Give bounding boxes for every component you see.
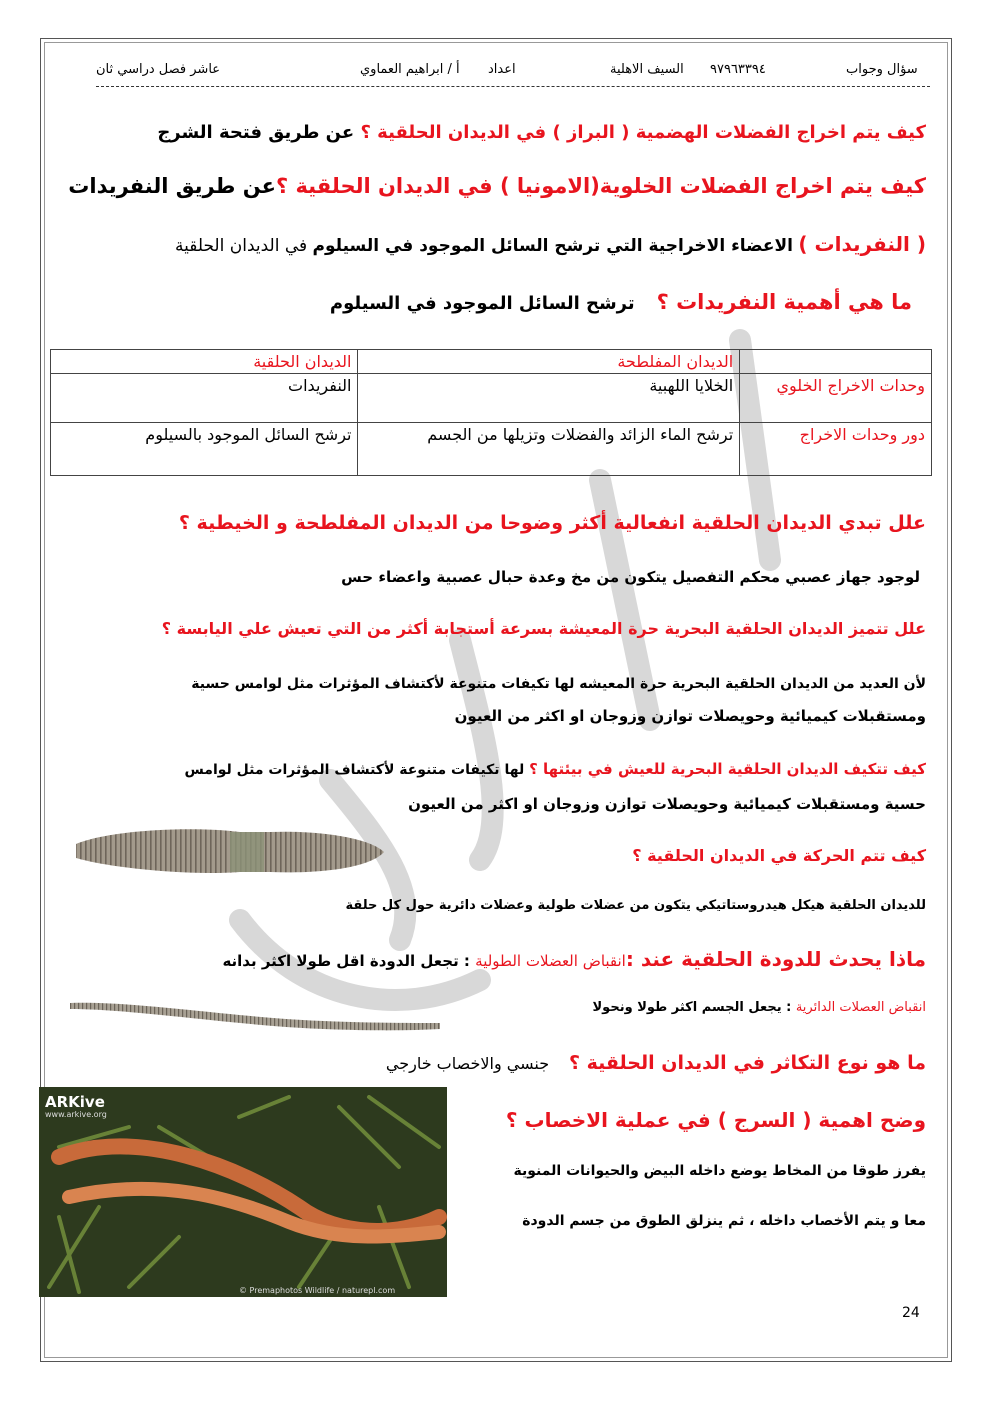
question-10 [386,1052,926,1074]
worm-contracted-image [70,822,390,882]
definition-nephridia [175,232,926,256]
answer-text: عن طريق النفريدات [68,174,276,198]
answer-8: للديدان الحلقية هيكل هيدروستاتيكي يتكون من عضلات طولية وعضلات دائرية حول كل حلقة [345,898,926,913]
header-divider [96,86,930,87]
table-row-label: دور وحدات الاخراج [740,423,932,476]
question-text: ما هو نوع التكاثر في الديدان الحلقية ؟ [568,1052,926,1074]
header-author: أ / ابراهيم العماوي [360,62,460,77]
table-cell [740,350,932,374]
answer-6-line2: ومستقبلات كيميائية وحويصلات توازن وزوجان او اكثر من العيون [454,707,926,725]
result-1: : تجعل الدودة اقل طولا اكثر بدانه [222,952,470,970]
answer-5: لوجود جهاز عصبي محكم التفصيل يتكون من مخ وعدة حبال عصبية واعضاء حس [341,568,920,586]
question-6: علل تتميز الديدان الحلقية البحرية حرة المعيشة بسرعة أستجابة أكثر من التي تعيش علي اليابسة ؟ [161,619,926,638]
worm-extended-image [66,993,446,1037]
table-row-label: وحدات الاخراج الخلوي [740,374,932,423]
table-header: الديدان المفلطحة [358,350,740,374]
photo-site: www.arkive.org [45,1110,107,1119]
question-4 [330,290,912,314]
question-7 [184,760,926,778]
question-1 [157,122,926,143]
table-header-row [51,350,932,374]
photo-logo: ARKive [45,1093,105,1111]
answer-9-case2 [593,1000,927,1015]
definition-tail: في الديدان الحلقية [174,236,308,256]
question-text: ما هي أهمية النفريدات ؟ [656,290,912,314]
header-prepared: اعداد [488,62,516,77]
page-number: 24 [902,1305,920,1321]
question-9 [222,947,926,971]
question-8: كيف تتم الحركة في الديدان الحلقية ؟ [632,846,926,865]
comparison-table [50,349,932,476]
answer-text: عن طريق فتحة الشرج [157,122,355,143]
result-2: : يجعل الجسم اكثر طولا ونحولا [592,1000,792,1015]
term: ( النفريدات ) [798,232,926,256]
answer-6-line1: لأن العديد من الديدان الحلقية البحرية حرة المعيشه لها تكيفات متنوعة لأكتشاف المؤثرات مثل لوامس حسية [191,676,926,692]
answer-text: ترشح السائل الموجود في السيلوم [329,293,635,314]
photo-credit: © Premaphotos Wildlife / naturepl.com [239,1286,396,1295]
header-title: سؤال وجواب [846,62,918,77]
answer-11-line1: يفرز طوقا من المخاط يوضع داخله البيض والحيوانات المنوية [513,1163,926,1179]
case-2: انقباض العصلات الدائرية [795,1000,926,1015]
case-1: انقباض العضلات الطولية [475,952,626,970]
question-text: كيف يتم اخراج الفضلات الهضمية ( البراز ) في الديدان الحلقية ؟ [360,122,926,143]
answer-11-line2: معا و يتم الأخصاب داخله ، ثم ينزلق الطوق من جسم الدودة [522,1213,926,1229]
mating-worms-photo [39,1087,447,1297]
header [80,62,920,84]
table-cell: ترشح الماء الزائد والفضلات وتزيلها من الجسم [358,423,740,476]
table-row [51,423,932,476]
answer-text: لها تكيفات متنوعة لأكتشاف المؤثرات مثل لوامس [184,762,525,778]
question-text: كيف يتم اخراج الفضلات الخلوية(الامونيا ) في الديدان الحلقية ؟ [275,174,926,198]
question-11: وضح اهمية ( السرج ) في عملية الاخصاب ؟ [505,1108,926,1132]
photo-graphic [39,1087,447,1297]
answer-text: جنسي والاخصاب خارجي [385,1054,550,1073]
answer-7-line2: حسية ومستقبلات كيميائية وحويصلات توازن وزوجان او اكثر من العيون [408,795,926,813]
table-row [51,374,932,423]
table-header: الديدان الحلقية [51,350,358,374]
header-school: السيف الاهلية [610,62,684,77]
question-text: ماذا يحدث للدودة الحلقية عند : [625,947,926,971]
question-text: كيف تتكيف الديدان الحلقية البحرية للعيش في بيئتها ؟ [529,760,926,778]
table-cell: ترشح السائل الموجود بالسيلوم [51,423,358,476]
question-2 [68,174,926,198]
header-class: عاشر فصل دراسي ثان [96,62,221,77]
header-phone: ٩٧٩٦٣٣٩٤ [710,62,766,77]
question-5: علل تبدي الديدان الحلقية انفعالية أكثر وضوحا من الديدان المفلطحة و الخيطية ؟ [178,512,926,534]
table-cell: الخلايا اللهبية [358,374,740,423]
definition-text: الاعضاء الاخراجية التي ترشح السائل الموجود في السيلوم [312,236,793,256]
table-cell: النفريدات [51,374,358,423]
